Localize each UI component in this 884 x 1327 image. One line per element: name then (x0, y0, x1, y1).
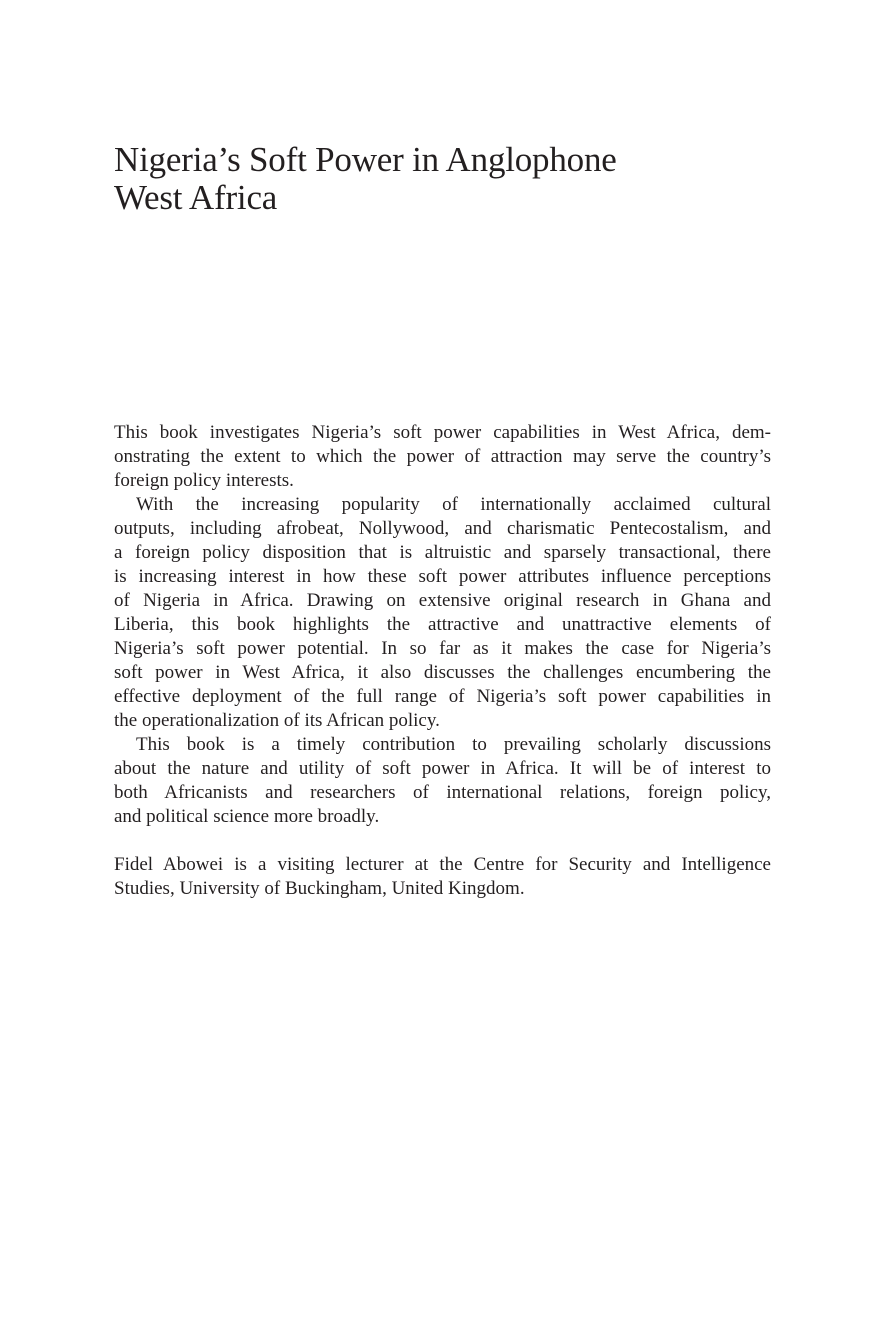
text-line: of Nigeria in Africa. Drawing on extensive original research in Ghana and (114, 590, 771, 611)
text-line: about the nature and utility of soft power in Africa. It will be of interest to (114, 758, 771, 779)
text-line (114, 853, 771, 877)
book-page (114, 0, 771, 1327)
text-line: Liberia, this book highlights the attractive and unattractive elements of (114, 614, 771, 635)
text-line: With the increasing popularity of internationally acclaimed cultural (136, 494, 771, 515)
text-line: is increasing interest in how these soft power attributes influence perceptions (114, 566, 771, 587)
bio-text: is a visiting lecturer at the Centre for Security and Intelligence (223, 854, 771, 875)
description-paragraph-3 (114, 733, 771, 829)
text-line: and political science more broadly. (114, 806, 380, 827)
text-line: outputs, including afrobeat, Nollywood, and charismatic Pentecostalism, and (114, 518, 771, 539)
title-line-1: Nigeria’s Soft Power in Anglophone (114, 140, 617, 179)
author-bio (114, 853, 771, 901)
author-name: Fidel Abowei (114, 854, 224, 875)
description-paragraph-2 (114, 493, 771, 733)
text-line: both Africanists and researchers of international relations, foreign policy, (114, 782, 771, 803)
text-line: foreign policy interests. (114, 470, 294, 491)
text-line: Nigeria’s soft power potential. In so far as it makes the case for Nigeria’s (114, 638, 771, 659)
book-title (114, 141, 771, 217)
text-line: onstrating the extent to which the power of attraction may serve the country’s (114, 446, 771, 467)
description-paragraph-1 (114, 421, 771, 493)
title-line-2: West Africa (114, 178, 278, 217)
text-line: a foreign policy disposition that is altruistic and sparsely transactional, there (114, 542, 771, 563)
text-line: soft power in West Africa, it also discusses the challenges encumbering the (114, 662, 771, 683)
text-line: This book is a timely contribution to prevailing scholarly discussions (136, 734, 771, 755)
text-line: effective deployment of the full range of Nigeria’s soft power capabilities in (114, 686, 771, 707)
text-line: Studies, University of Buckingham, United Kingdom. (114, 878, 525, 899)
text-line: This book investigates Nigeria’s soft power capabilities in West Africa, dem- (114, 422, 771, 443)
book-description (114, 421, 771, 901)
text-line: the operationalization of its African policy. (114, 710, 440, 731)
